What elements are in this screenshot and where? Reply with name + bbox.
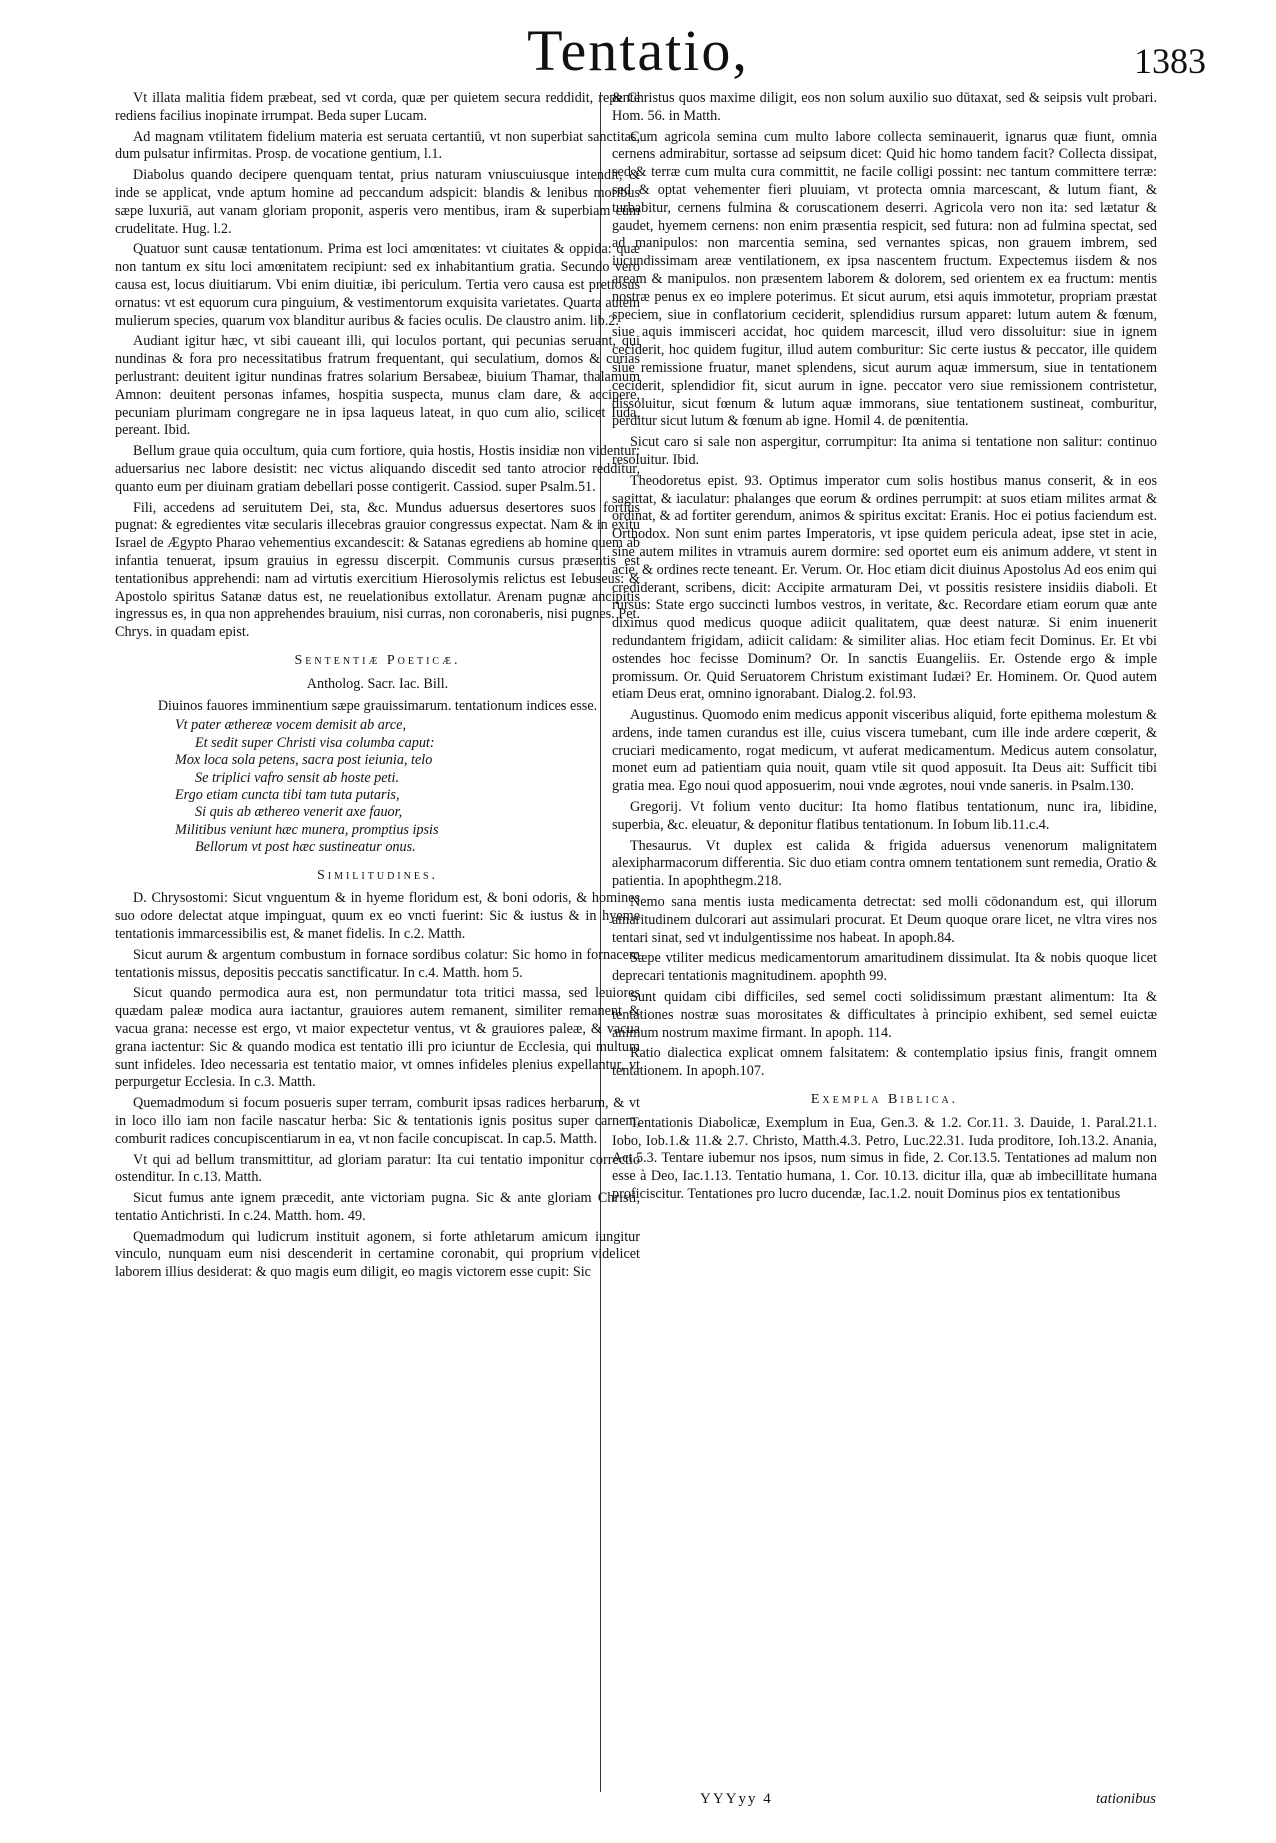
paragraph: Quatuor sunt causæ tentationum. Prima est loci amœnitates: vt ciuitates & oppida: quæ non tantum ex situ loci amœnitatem recipiunt: sed ex inhabitantium gratia. Secundo vero causa est, locus diuitiarum. Vbi enim diuitiæ, ibi periculum. Tertia vero causa est pretiosus ornatus: vt est equorum cura pinguium, & vestimentorum exquisita varietates. Quarta autem mulierum species, quarum vox blanditur auribus & facies oculis. De claustro anim. lib.2.: [115, 241, 640, 329]
paragraph: Fili, accedens ad seruitutem Dei, sta, &c. Mundus aduersus desertores suos fortius pugnat: & egredientes vitæ secularis illecebras grauior congressus expectat. Nam & in exitu Israel de Ægypto Pharao vehementius excandescit: & Satanas egrediens ab homine quem ab infantia tenuerat, ipsum grauius in egressu discerpit. Communis cursus præsentis est tentationibus apprehendi: nam ad virtutis exercitium Hierosolymis relictus est Iebuseus: & Apostolo spiritus Satanæ datus est, ne reuelationibus extollatur. Arenam pugnæ ancipitis ingressus es, in qua non apprehendes brauium, nisi curras, non coronaberis, nisi pugnes. Pet. Chrys. in quadam epist.: [115, 499, 640, 641]
paragraph: Thesaurus. Vt duplex est calida & frigida aduersus venenorum malignitatem alexipharmacorum differentia. Sic duo etiam contra omnem tentationem sunt remedia, Oratio & patientia. In apophthegm.218.: [612, 837, 1157, 890]
paragraph: Ratio dialectica explicat omnem falsitatem: & contemplatio ipsius finis, frangit omnem tentationem. In apoph.107.: [612, 1045, 1157, 1080]
paragraph: Diabolus quando decipere quenquam tentat, prius naturam vniuscuiusque intendit, & inde se applicat, vnde aptum homine ad peccandum adspicit: blandis & lenibus moribus sæpe luxuriā, aut vanam gloriam proponit, asperis vero mentibus, iram & superbiam cum crudelitate. Hug. l.2.: [115, 167, 640, 237]
right-column: [612, 90, 1157, 1207]
poem-source: Antholog. Sacr. Iac. Bill.: [306, 675, 449, 692]
section-heading-poetic: Sententiæ Poeticæ.: [294, 652, 461, 668]
paragraph: Quemadmodum si focum posueris super terram, comburit ipsas radices herbarum, & vt in loco illo iam non facile nascatur herba: Sic & tentationis ignis positus super carnem, comburit radices concupiscentiarum in ea, vt non facile concupiscat. In cap.5. Matth.: [115, 1095, 640, 1147]
left-column: [115, 90, 640, 1285]
paragraph: Vt illata malitia fidem præbeat, sed vt corda, quæ per quietem secura reddidit, repente rediens facilius inopinate irrumpat. Beda super Lucam.: [115, 90, 640, 124]
paragraph: D. Chrysostomi: Sicut vnguentum & in hyeme floridum est, & boni odoris, & homines suo odore delectat atque impinguat, quum ex eo vncti fuerint: Sic & iustus & in hyeme tentationis immarcessibilis est, & manet fidelis. In c.2. Matth.: [115, 890, 640, 942]
paragraph: Sicut caro si sale non aspergitur, corrumpitur: Ita anima si tentatione non salitur: continuo resoluitur. Ibid.: [612, 434, 1157, 468]
poem-argument: Diuinos fauores imminentium sæpe grauissimarum. tentationum indices esse.: [157, 697, 598, 714]
verse-line: Bellorum vt post hæc sustineatur onus.: [195, 839, 416, 856]
paragraph: Augustinus. Quomodo enim medicus apponit visceribus aliquid, forte epithema molestum & ardens, inde tamen curandus est ille, cuius viscera tumebant, cum ille inde ardere cœperit, & cruciari medicamento, rogat medicum, vt auferat medicamentum. Medicus autem consolatur, monet eum ad patientiam quia nouit, quam vtile sit quod apposuit. Ita Deus ait: Sufficit tibi gratia mea. Ego noui quod apposuerim, noui vnde ægrotes, noui vnde saneris. in Psalm.130.: [612, 707, 1157, 795]
catchword: tationibus: [1095, 1791, 1156, 1807]
paragraph: Nemo sana mentis iusta medicamenta detrectat: sed molli cōdonandum est, qui illorum amaritudinem dulcorari aut assimulari procurat. Et Deum quoque orare licet, ne vltra vires nos tentari sinat, sed vt indulgentissime nos habeat. In apoph.84.: [612, 894, 1157, 946]
paragraph: & Christus quos maxime diligit, eos non solum auxilio suo dūtaxat, sed & seipsis vult probari. Hom. 56. in Matth.: [612, 90, 1157, 124]
paragraph: Ad magnam vtilitatem fidelium materia est seruata certantiū, vt non superbiat sanctitas, dum pulsatur infirmitas. Prosp. de vocatione gentium, l.1.: [115, 128, 640, 163]
verse-line: Et sedit super Christi visa columba caput:: [195, 734, 435, 751]
paragraph: Sicut quando permodica aura est, non permundatur tota tritici massa, sed leuiores quædam paleæ modica aura iactantur, grauiores autem remanent, similiter remanent & vacua grana: necesse est ergo, vt maior expectetur ventus, vt & grauiores paleæ, & vacua grana iactentur: Sic & quando modica est tentatio illi pro iciuntur de Ecclesia, qui multum sunt infideles. Ideo necessaria est tentatio maior, vt omnes infideles plenius expellantur, vt perpurgetur Ecclesia. In c.3. Matth.: [115, 985, 640, 1091]
signature-mark: YYYyy 4: [700, 1791, 773, 1807]
paragraph: Theodoretus epist. 93. Optimus imperator cum solis hostibus manus conserit, & in eos sagittat, & iaculatur: phalanges que eorum & ordines perrumpit: at suos etiam milites armat & ordinat, & ad fortiter gerendum, animos & spiritus excitat: Eranis. Hoc ei potius faciendum est. Orthodox. Non sunt enim partes Imperatoris, vt ipse quidem pericula adeat, ipse stet in acie, sine autem milites in vtramuis aurem dormire: sed oportet eum eis animum addere, vt stent in acie, & ordines recte teneant. Er. Verum. Or. Hoc etiam dicit diuinus Apostolus Ad eos enim qui crediderant, scribens, dicit: Accipite armaturam Dei, vt possitis resistere insidiis diaboli. Et rursus: State ergo succincti lumbos vestros, in veritate, &c. Recordare etiam eorum quæ ante diximus quod medicus quoque adiicit qualitatem, quæ deest naturæ. Si enim inuenerit redundantem frigidam, adiicit calidam: & similiter alias. Hoc etiam fecit Dominus. Er. Et vbi ostendes hoc fecisse Dominum? Or. In sanctis Euangeliis. Er. Ostende ergo & imple promissum. Or. Quid Seruatorem Christum existimant Iudæi? Er. Hominem. Or. Quod autem etiam Deus erat, omnino ignorabant. Dialog.2. fol.93.: [612, 472, 1157, 703]
paragraph: Tentationis Diabolicæ, Exemplum in Eua, Gen.3. & 1.2. Cor.11. 3. Dauide, 1. Paral.21.1. Iobo, Iob.1.& 11.& 2.7. Christo, Matth.4.3. Petro, Luc.22.31. Iuda proditore, Ioh.13.2. Anania, Act.5.3. Tentare iubemur nos ipsos, num simus in fide, 2. Cor.13.5. Tentationes ad malum non esse à Deo, Iac.1.13. Tentatio humana, 1. Cor. 10.13. dicitur illa, quæ ab imbecillitate humana proficiscitur. Tentationes pro lucro ducendæ, Iac.1.2. nouit Dominus pios ex tentationibus: [612, 1114, 1157, 1203]
paragraph: Bellum graue quia occultum, quia cum fortiore, quia hostis, Hostis insidiæ non videntur: aduersarius nec labore desistit: nec victus aliquando discedit sed tanto atrocior redditur, quanto eum per diuinam gratiam debellari posse contigerit. Cassiod. super Psalm.51.: [115, 443, 640, 495]
section-heading-exempla: Exempla Biblica.: [810, 1092, 959, 1108]
paragraph: Vt qui ad bellum transmittitur, ad gloriam paratur: Ita cui tentatio imponitur correctio ostenditur. In c.13. Matth.: [115, 1151, 640, 1186]
paragraph: Sicut aurum & argentum combustum in fornace sordibus colatur: Sic homo in fornacem tentationis missus, depositis peccatis sanctificatur. In c.4. Matth. hom 5.: [115, 946, 640, 981]
paragraph: Sunt quidam cibi difficiles, sed semel cocti solidissimum præstant alimentum: Ita & tentationes nostræ suas morositates & difficultates à principio exhibent, sed semel euictæ animum nostrum maxime firmant. In apoph. 114.: [612, 989, 1157, 1041]
paragraph: Quemadmodum qui ludicrum instituit agonem, si forte athletarum amicum iungitur vinculo, nunquam eum nisi descenderit in certamine coronabit, qui proprium videlicet laborem illius desiderat: & quo magis eum diligit, eo magis victorem esse cupit: Sic: [115, 1228, 640, 1281]
verse-line: Se triplici vafro sensit ab hoste peti.: [195, 769, 399, 786]
verse-line: Militibus veniunt hæc munera, promptius ipsis: [175, 821, 439, 838]
page-title: Tentatio,: [527, 18, 749, 83]
verse-line: Si quis ab æthereo venerit axe fauor,: [195, 804, 403, 821]
paragraph: Sicut fumus ante ignem præcedit, ante victoriam pugna. Sic & ante gloriam Christi, tentatio Antichristi. In c.24. Matth. hom. 49.: [115, 1190, 640, 1224]
paragraph: Sæpe vtiliter medicus medicamentorum amaritudinem dissimulat. Ita & nobis quoque licet deprecari tentationis magnitudinem. apophth 99.: [612, 950, 1157, 985]
verse-line: Ergo etiam cuncta tibi tam tuta putaris,: [175, 786, 400, 803]
page-number: 1383: [1134, 41, 1206, 81]
verse-line: Mox loca sola petens, sacra post ieiunia, telo: [175, 752, 433, 769]
paragraph: Gregorij. Vt folium vento ducitur: Ita homo flatibus tentationum, nunc ira, libidine, superbia, &c. eleuatur, & deponitur flatibus tentationum. In Iobum lib.11.c.4.: [612, 799, 1157, 833]
verse-line: Vt pater æthereæ vocem demisit ab arce,: [175, 717, 407, 734]
paragraph: Audiant igitur hæc, vt sibi caueant illi, qui loculos portant, qui pecunias seruant, qui nundinas & fora pro necessitatibus fratrum frequentant, qui seculatium, domos & curias perlustrant: deuitent igitur nundinas fratres solarium Bersabeæ, biuium Thamar, thalamum Amnon: deuitent personas infames, hospitia suspecta, munus clam dare, & accipere, pecuniam plurimam congregare ne in ipsa laqueus lateat, in quo cum alio, scilicet Iuda, pereant. Ibid.: [115, 333, 640, 439]
paragraph: Cum agricola semina cum multo labore collecta seminauerit, ignarus quæ fiunt, omnia cernens admirabitur, sortasse ad seipsum dicet: Quid hic homo tandem facit? Collecta dissipat, sed & terræ cum multa cura committit, ne facile colligi possint: nec tantum committere terræ: sed & optat vehementer fieri pluuiam, vt protecta omnia marcescant, & lutum fiant, & turbabitur, cernens fulmina & coruscationem deserri. Agricola vero non ita: sed lætatur & gaudet, hyemem cernens: non enim præsentia respicit, sed futura: non ad fulmina spectat, sed ad manipulos: non marcentia semina, sed vernantes spicas, non grauem imbrem, sed iucundissimam areæ ventilationem, ex ipsa nascentem fructum. Expectemus iisdem & nos aream & manipulos. non præsentem laborem & dolorem, sed orientem ex ea fructum: mentis nostræ penus ex eo implere poterimus. Et sicut aurum, etsi aquis immotetur, propriam præstat speciem, siue in conflatorium ceciderit, splendidius rursum apparet: lutum autem & fœnum, siue aquis immisceri accidat, hoc quidem marcescit, illud vero dissoluitur: siue in ignem ceciderit, hoc quidem fugitur, illud autem comburitur: Sic certe iustus & peccator, ille quidem siue remissione fruatur, manet splendens, sicut aurum aquæ immersum, siue in tentationem ceciderit, splendidior fit, sicut aurum in igne. peccator vero siue remissionem contristetur, dissoluitur, sicut fœnum & lutum aquæ immorans, siue tentationem sustineat, comburitur, perditur sicut lutum & fœnum ab igne. Homil 4. de pœnitentia.: [612, 128, 1157, 430]
section-heading-similitudines: Similitudines.: [316, 867, 439, 883]
